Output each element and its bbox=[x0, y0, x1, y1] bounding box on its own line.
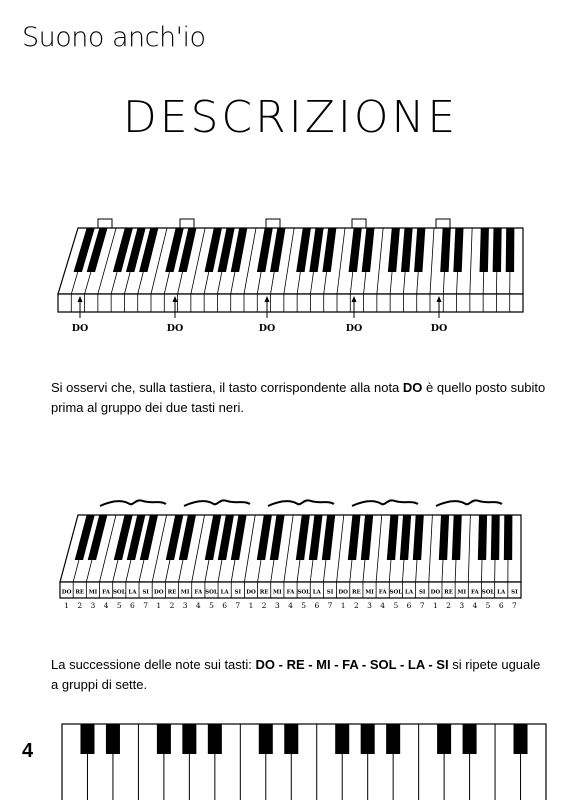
key-number-label: 7 bbox=[235, 601, 241, 610]
key-note-label: LA bbox=[404, 589, 414, 596]
key-number-label: 4 bbox=[288, 601, 293, 610]
black-key bbox=[386, 724, 400, 754]
black-key bbox=[504, 515, 513, 560]
black-key bbox=[182, 724, 196, 754]
key-number-label: 4 bbox=[195, 601, 201, 610]
key-note-label: LA bbox=[128, 589, 137, 596]
key-note-label: SI bbox=[326, 589, 334, 596]
black-key bbox=[514, 724, 528, 754]
black-key bbox=[480, 228, 489, 272]
key-number-label: 5 bbox=[209, 601, 214, 610]
book-title: Suono anch'io bbox=[22, 22, 206, 53]
key-note-label: RE bbox=[167, 589, 177, 596]
key-number-label: 5 bbox=[116, 601, 122, 610]
key-note-label: SI bbox=[511, 589, 518, 596]
black-key bbox=[506, 228, 515, 272]
key-note-label: FA bbox=[102, 589, 111, 596]
do-label: DO bbox=[166, 323, 184, 334]
paragraph-text: si ripete uguale a gruppi di sette. bbox=[51, 657, 541, 692]
key-number-label: 1 bbox=[248, 601, 254, 610]
key-note-label: MI bbox=[272, 589, 282, 596]
key-note-label: SOL bbox=[297, 589, 310, 596]
key-note-label: RE bbox=[75, 589, 85, 596]
key-note-label: DO bbox=[154, 589, 164, 596]
key-note-label: LA bbox=[497, 589, 506, 596]
key-number-label: 5 bbox=[393, 601, 399, 610]
key-note-label: FA bbox=[194, 589, 203, 596]
group-brace bbox=[100, 500, 166, 506]
do-key-bracket bbox=[352, 219, 366, 228]
key-note-label: DO bbox=[338, 589, 348, 596]
black-key bbox=[478, 515, 487, 560]
black-key bbox=[80, 724, 94, 754]
key-note-label: MI bbox=[457, 589, 467, 596]
paragraph-text: Si osservi che, sulla tastiera, il tasto corrispondente alla nota bbox=[51, 380, 403, 395]
explanation-paragraph-sequence bbox=[51, 655, 551, 695]
key-number-label: 4 bbox=[472, 601, 478, 610]
key-number-label: 6 bbox=[406, 601, 412, 610]
key-number-label: 2 bbox=[353, 601, 359, 610]
key-number-label: 1 bbox=[340, 601, 346, 610]
key-number-label: 1 bbox=[64, 601, 69, 610]
page-number: 4 bbox=[22, 740, 34, 762]
black-key bbox=[208, 724, 222, 754]
keyboard-3-flat bbox=[62, 724, 546, 800]
group-brace bbox=[268, 500, 334, 506]
key-number-label: 5 bbox=[301, 601, 307, 610]
key-number-label: 1 bbox=[432, 601, 438, 610]
do-key-bracket bbox=[266, 219, 280, 228]
key-number-label: 2 bbox=[169, 601, 175, 610]
key-number-label: 7 bbox=[419, 601, 425, 610]
key-note-label: MI bbox=[365, 589, 374, 596]
black-key bbox=[493, 228, 502, 272]
key-number-label: 6 bbox=[314, 601, 320, 610]
black-key bbox=[157, 724, 171, 754]
key-note-label: SOL bbox=[481, 589, 495, 596]
key-note-label: LA bbox=[312, 589, 321, 596]
key-note-label: DO bbox=[246, 589, 256, 596]
do-key-bracket bbox=[180, 219, 194, 228]
paragraph-text: La successione delle note sui tasti: bbox=[51, 657, 256, 672]
key-number-label: 6 bbox=[130, 601, 135, 610]
key-note-label: MI bbox=[180, 589, 190, 596]
black-key bbox=[463, 724, 477, 754]
key-number-label: 2 bbox=[261, 601, 267, 610]
key-note-label: FA bbox=[378, 589, 387, 596]
key-note-label: SOL bbox=[112, 589, 126, 596]
key-number-label: 3 bbox=[90, 601, 96, 610]
paragraph-text: è quello posto subito prima al gruppo dei due tasti neri. bbox=[51, 380, 546, 415]
key-note-label: MI bbox=[88, 589, 98, 596]
key-number-label: 4 bbox=[103, 601, 109, 610]
explanation-paragraph-do bbox=[51, 378, 551, 418]
key-note-label: FA bbox=[470, 589, 479, 596]
key-number-label: 3 bbox=[274, 601, 280, 610]
key-note-label: DO bbox=[430, 589, 441, 596]
key-number-label: 7 bbox=[512, 601, 517, 610]
black-key bbox=[361, 724, 375, 754]
group-brace bbox=[352, 500, 418, 506]
key-number-label: 3 bbox=[459, 601, 465, 610]
do-label: DO bbox=[258, 323, 276, 334]
key-note-label: LA bbox=[220, 589, 229, 596]
do-key-bracket bbox=[436, 219, 450, 228]
key-number-label: 3 bbox=[367, 601, 372, 610]
keyboard-1-do-positions bbox=[58, 219, 523, 334]
page-heading: DESCRIZIONE bbox=[122, 92, 459, 143]
key-number-label: 7 bbox=[143, 601, 149, 610]
do-label: DO bbox=[345, 323, 363, 334]
key-note-label: SI bbox=[142, 589, 149, 596]
paragraph-bold-note: DO bbox=[402, 380, 423, 395]
key-note-label: SI bbox=[234, 589, 242, 596]
key-number-label: 7 bbox=[327, 601, 333, 610]
do-label: DO bbox=[71, 323, 89, 334]
key-number-label: 2 bbox=[77, 601, 83, 610]
group-brace bbox=[184, 500, 250, 506]
paragraph-bold-sequence: DO - RE - MI - FA - SOL - LA - SI bbox=[255, 657, 449, 672]
key-note-label: DO bbox=[61, 589, 72, 596]
black-key bbox=[491, 515, 500, 560]
key-note-label: FA bbox=[286, 589, 295, 596]
key-note-label: SOL bbox=[205, 589, 218, 596]
do-label: DO bbox=[430, 323, 448, 334]
key-number-label: 3 bbox=[182, 601, 188, 610]
black-key bbox=[335, 724, 349, 754]
keyboard-2-note-names bbox=[60, 500, 521, 610]
black-key bbox=[284, 724, 298, 754]
group-brace bbox=[436, 500, 502, 506]
key-number-label: 6 bbox=[222, 601, 228, 610]
key-number-label: 1 bbox=[156, 601, 162, 610]
black-key bbox=[106, 724, 120, 754]
do-key-bracket bbox=[98, 219, 112, 228]
key-number-label: 5 bbox=[485, 601, 491, 610]
black-key bbox=[437, 724, 451, 754]
key-note-label: SOL bbox=[389, 589, 403, 596]
key-number-label: 6 bbox=[498, 601, 504, 610]
black-key bbox=[259, 724, 273, 754]
key-note-label: RE bbox=[259, 589, 269, 596]
key-note-label: RE bbox=[351, 589, 361, 596]
key-number-label: 4 bbox=[380, 601, 386, 610]
key-note-label: SI bbox=[418, 589, 426, 596]
keyboard-front-edge bbox=[58, 294, 523, 312]
key-number-label: 2 bbox=[446, 601, 451, 610]
key-note-label: RE bbox=[444, 589, 453, 596]
